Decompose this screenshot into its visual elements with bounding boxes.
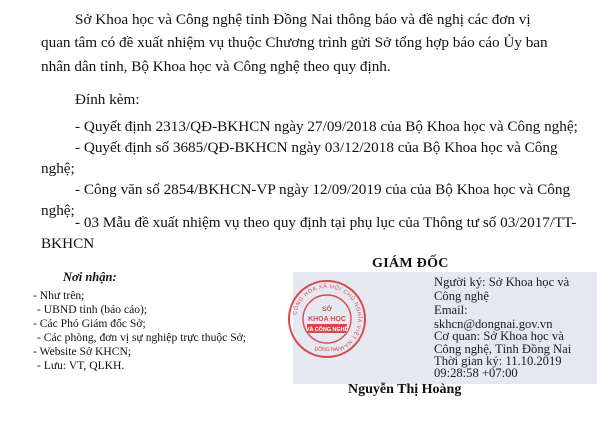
seal-line: SỞ	[322, 306, 332, 313]
seal-line: ĐỒNG NAI	[314, 347, 340, 353]
attachment-item-3-cont: nghệ;	[41, 202, 75, 219]
attachment-item-4-cont: BKHCN	[41, 235, 95, 252]
seal-ring-text: CÔNG HÒA XÃ HỘI CHỦ NGHĨA VIỆT NAM	[292, 283, 363, 352]
attachment-item-3: - Công văn số 2854/BKHCN-VP ngày 12/09/2019 của của Bộ Khoa học và Công	[75, 181, 571, 198]
attachment-item-1: - Quyết định 2313/QĐ-BKHCN ngày 27/09/2018 của Bộ Khoa học và Công nghệ;	[75, 118, 578, 135]
signature-detail: Công nghệ, Tỉnh Đồng Nai	[434, 342, 572, 356]
paragraph-line-3: nhân dân tỉnh, Bộ Khoa học và Công nghệ theo quy định.	[41, 58, 391, 75]
signature-timestamp-time: 09:28:58 +07:00	[434, 366, 518, 380]
paragraph-line-2: quan tâm có đề xuất nhiệm vụ thuộc Chương trình gửi Sở tổng hợp báo cáo Ủy ban	[41, 34, 548, 51]
signature-email: skhcn@dongnai.gov.vn	[434, 317, 553, 331]
signature-detail: Cơ quan: Sở Khoa học và	[434, 329, 564, 343]
recipient-item: - UBND tỉnh (báo cáo);	[37, 303, 148, 316]
signer-name: Nguyễn Thị Hoàng	[348, 382, 462, 397]
attachment-item-2-cont: nghệ;	[41, 160, 75, 177]
recipients-title: Nơi nhận:	[63, 270, 117, 284]
signer-position: GIÁM ĐỐC	[372, 256, 449, 271]
signature-timestamp: Thời gian ký: 11.10.2019	[434, 354, 562, 368]
signature-detail: Công nghệ	[434, 289, 489, 303]
attachments-label: Đính kèm:	[75, 91, 140, 108]
signature-detail: Email:	[434, 303, 468, 317]
recipient-item: - Các phòng, đơn vị sự nghiệp trực thuộc Sở;	[37, 331, 247, 344]
attachment-item-2: - Quyết định số 3685/QĐ-BKHCN ngày 03/12/2018 của Bộ Khoa học và Công	[75, 139, 558, 156]
recipient-item: - Như trên;	[33, 289, 85, 302]
official-seal-icon	[286, 278, 368, 360]
recipient-item: - Website Sở KHCN;	[33, 345, 132, 358]
paragraph-line-1: Sở Khoa học và Công nghệ tỉnh Đồng Nai thông báo và đề nghị các đơn vị	[75, 11, 531, 28]
seal-line: KHOA HỌC	[308, 316, 346, 323]
recipient-item: - Các Phó Giám đốc Sở;	[33, 317, 146, 330]
signature-detail: Người ký: Sở Khoa học và	[434, 275, 570, 289]
recipient-item: - Lưu: VT, QLKH.	[37, 359, 125, 372]
seal-line: VÀ CÔNG NGHỆ	[305, 327, 349, 333]
attachment-item-4: - 03 Mẫu đề xuất nhiệm vụ theo quy định tại phụ lục của Thông tư số 03/2017/TT-	[75, 214, 577, 231]
